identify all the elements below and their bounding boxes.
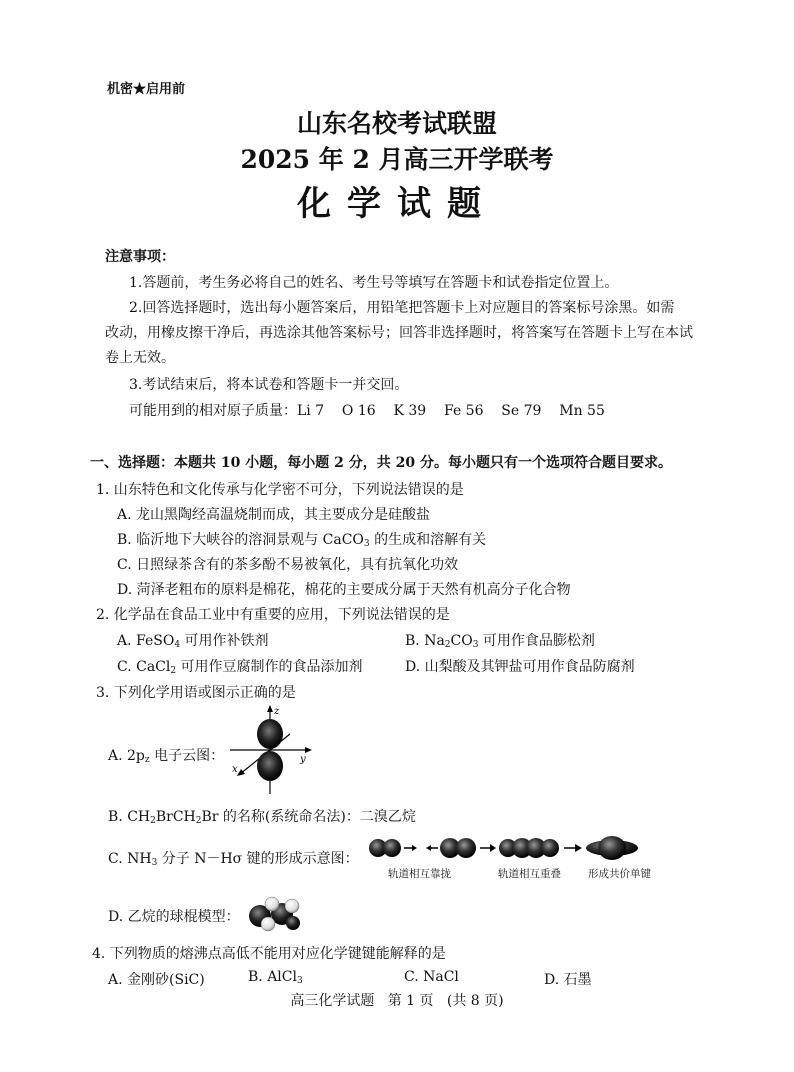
- notice-item-3: 3.考试结束后，将本试卷和答题卡一并交回。: [129, 377, 409, 393]
- exam-session-title: 2025 年 2 月高三开学联考: [240, 145, 554, 174]
- y-axis-label: y: [300, 754, 306, 765]
- atomic-mass-line: 可能用到的相对原子质量：Li 7 O 16 K 39 Fe 56 Se 79 Mn 55: [129, 403, 605, 419]
- notice-item-2-line-1: 2.回答选择题时，选出每小题答案后，用铅笔把答题卡上对应题目的答案标号涂黑。如需: [129, 300, 675, 316]
- page-footer: 高三化学试题 第 1 页 (共 8 页): [290, 993, 504, 1009]
- notice-item-2-line-2: 改动，用橡皮擦干净后，再选涂其他答案标号；回答非选择题时，将答案写在答题卡上写在本试: [105, 325, 693, 341]
- bond-orbital-shape: [598, 836, 626, 860]
- question-3-option-c: C. $NH_3$ 分子 N－Hσ 键的形成示意图：: [108, 851, 359, 868]
- question-3-option-b: B. $CH_2BrCH_2Br$ 的名称(系统命名法)：二溴乙烷: [108, 809, 416, 826]
- hydrogen-atom: [285, 899, 299, 913]
- arrow-right-icon: [412, 845, 417, 851]
- x-axis-arrow-icon: [237, 769, 245, 776]
- notice-heading: 注意事项：: [105, 249, 175, 265]
- hydrogen-atom: [261, 917, 275, 931]
- question-1-option-d: D. 菏泽老粗布的原料是棉花，棉花的主要成分属于天然有机高分子化合物: [117, 582, 571, 598]
- ethane-ball-model: [246, 894, 302, 934]
- pz-orbital-diagram: [224, 704, 316, 796]
- question-4-option-b: B. AlCl$_3$: [248, 969, 303, 986]
- x-axis-label: x: [232, 764, 238, 775]
- arrow-right-icon: [490, 844, 496, 852]
- arrow-right-icon: [575, 844, 582, 852]
- hydrogen-atom: [265, 897, 279, 911]
- question-4-stem: 4. 下列物质的熔沸点高低不能用对应化学键键能解释的是: [92, 946, 446, 962]
- question-3-option-a: A. $2p_z$ 电子云图：: [108, 748, 225, 765]
- question-2-option-a: A. FeSO$_4$ 可用作补铁剂: [117, 633, 269, 650]
- question-2-option-b: B. $Na_2CO_3$ 可用作食品膨松剂: [405, 633, 595, 650]
- subject-title: 化学试题: [297, 184, 497, 224]
- confidential-label: 机密★启用前: [107, 82, 186, 97]
- caption-overlap: 轨道相互重叠: [498, 868, 561, 880]
- section-1-heading: 一、选择题：本题共 10 小题，每小题 2 分，共 20 分。每小题只有一个选项符合题目要求。: [90, 455, 672, 471]
- question-3-stem: 3. 下列化学用语或图示正确的是: [96, 685, 296, 701]
- orbital-ball: [456, 838, 476, 858]
- atom-ball: [286, 916, 300, 930]
- orbital-ball: [383, 839, 401, 857]
- z-axis-label: z: [274, 706, 280, 717]
- z-axis-arrow-icon: [267, 705, 273, 712]
- orbital-ball: [541, 839, 559, 857]
- notice-item-1: 1.答题前，考生务必将自己的姓名、考生号等填写在答题卡和试卷指定位置上。: [129, 275, 619, 291]
- question-1-option-a: A. 龙山黑陶经高温烧制而成，其主要成分是硅酸盐: [117, 507, 431, 523]
- exam-union-title: 山东名校考试联盟: [296, 109, 497, 138]
- y-axis-arrow-icon: [305, 747, 312, 753]
- question-1-option-b: B. 临沂地下大峡谷的溶洞景观与 CaCO$_3$ 的生成和溶解有关: [117, 532, 487, 549]
- caption-approach: 轨道相互靠拢: [388, 868, 451, 880]
- question-4-option-c: C. NaCl: [404, 969, 459, 985]
- question-1-stem: 1. 山东特色和文化传承与化学密不可分，下列说法错误的是: [96, 482, 464, 498]
- lower-orbital-lobe: [257, 751, 283, 781]
- caption-single-bond: 形成共价单键: [588, 868, 651, 880]
- upper-orbital-lobe: [257, 719, 283, 749]
- notice-item-2-line-3: 卷上无效。: [105, 350, 175, 366]
- question-2-option-c: C. CaCl$_2$ 可用作豆腐制作的食品添加剂: [117, 659, 363, 676]
- question-3-option-d: D. 乙烷的球棍模型：: [108, 909, 240, 925]
- question-4-option-a: A. 金刚砂(SiC): [108, 972, 205, 988]
- question-2-stem: 2. 化学品在食品工业中有重要的应用，下列说法错误的是: [96, 607, 450, 623]
- question-1-option-c: C. 日照绿茶含有的茶多酚不易被氧化，具有抗氧化功效: [117, 557, 459, 573]
- question-4-option-d: D. 石墨: [544, 972, 592, 988]
- question-2-option-d: D. 山梨酸及其钾盐可用作食品防腐剂: [405, 659, 635, 675]
